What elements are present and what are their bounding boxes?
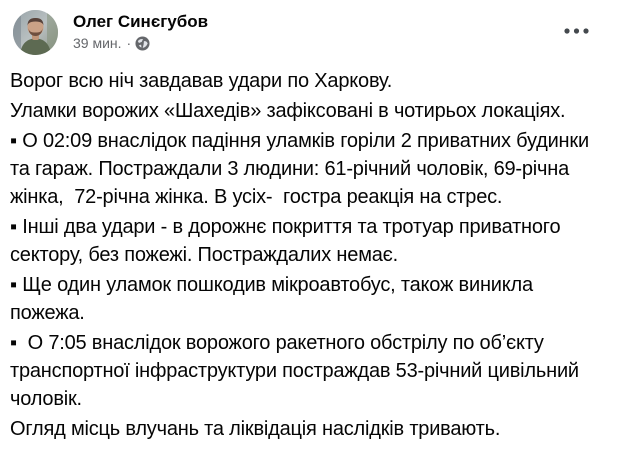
post-timestamp[interactable]: 39 мин. [73, 35, 122, 51]
more-options-button[interactable] [558, 22, 595, 40]
post-paragraph-2: Уламки ворожих «Шахедів» зафіксовані в чотирьох локаціях. [10, 100, 566, 122]
author-name[interactable]: Олег Синєгубов [73, 12, 209, 31]
ellipsis-icon [564, 28, 589, 34]
post-paragraph-4: ▪ Інші два удари - в дорожнє покриття та тротуар приватного сектору, без пожежі. Постраждалих немає. [10, 216, 566, 266]
header-text [73, 10, 208, 51]
globe-icon [135, 36, 150, 51]
avatar[interactable] [13, 10, 58, 55]
post-header [0, 0, 619, 55]
post-meta [73, 35, 208, 51]
post-body [0, 55, 619, 443]
avatar-photo [13, 10, 58, 55]
post-paragraph-7: Огляд місць влучань та ліквідація наслідків тривають. [10, 418, 501, 440]
timestamp-separator: · [126, 35, 132, 51]
post-paragraph-5: ▪ Ще один уламок пошкодив мікроавтобус, також виникла пожежа. [10, 274, 539, 324]
post-paragraph-6: ▪ О 7:05 внаслідок ворожого ракетного обстрілу по об’єкту транспортної інфраструктури постраждав 53-річний цивільний чоловік. [10, 332, 585, 410]
post-paragraph-3: ▪ О 02:09 внаслідок падіння уламків горіли 2 приватних будинки та гараж. Постраждали 3 людини: 61-річний чоловік, 69-річна жінка, 72-річна жінка. В усіх- гостра реакція на стрес. [10, 130, 595, 208]
post-paragraph-1: Ворог всю ніч завдавав удари по Харкову. [10, 70, 393, 92]
